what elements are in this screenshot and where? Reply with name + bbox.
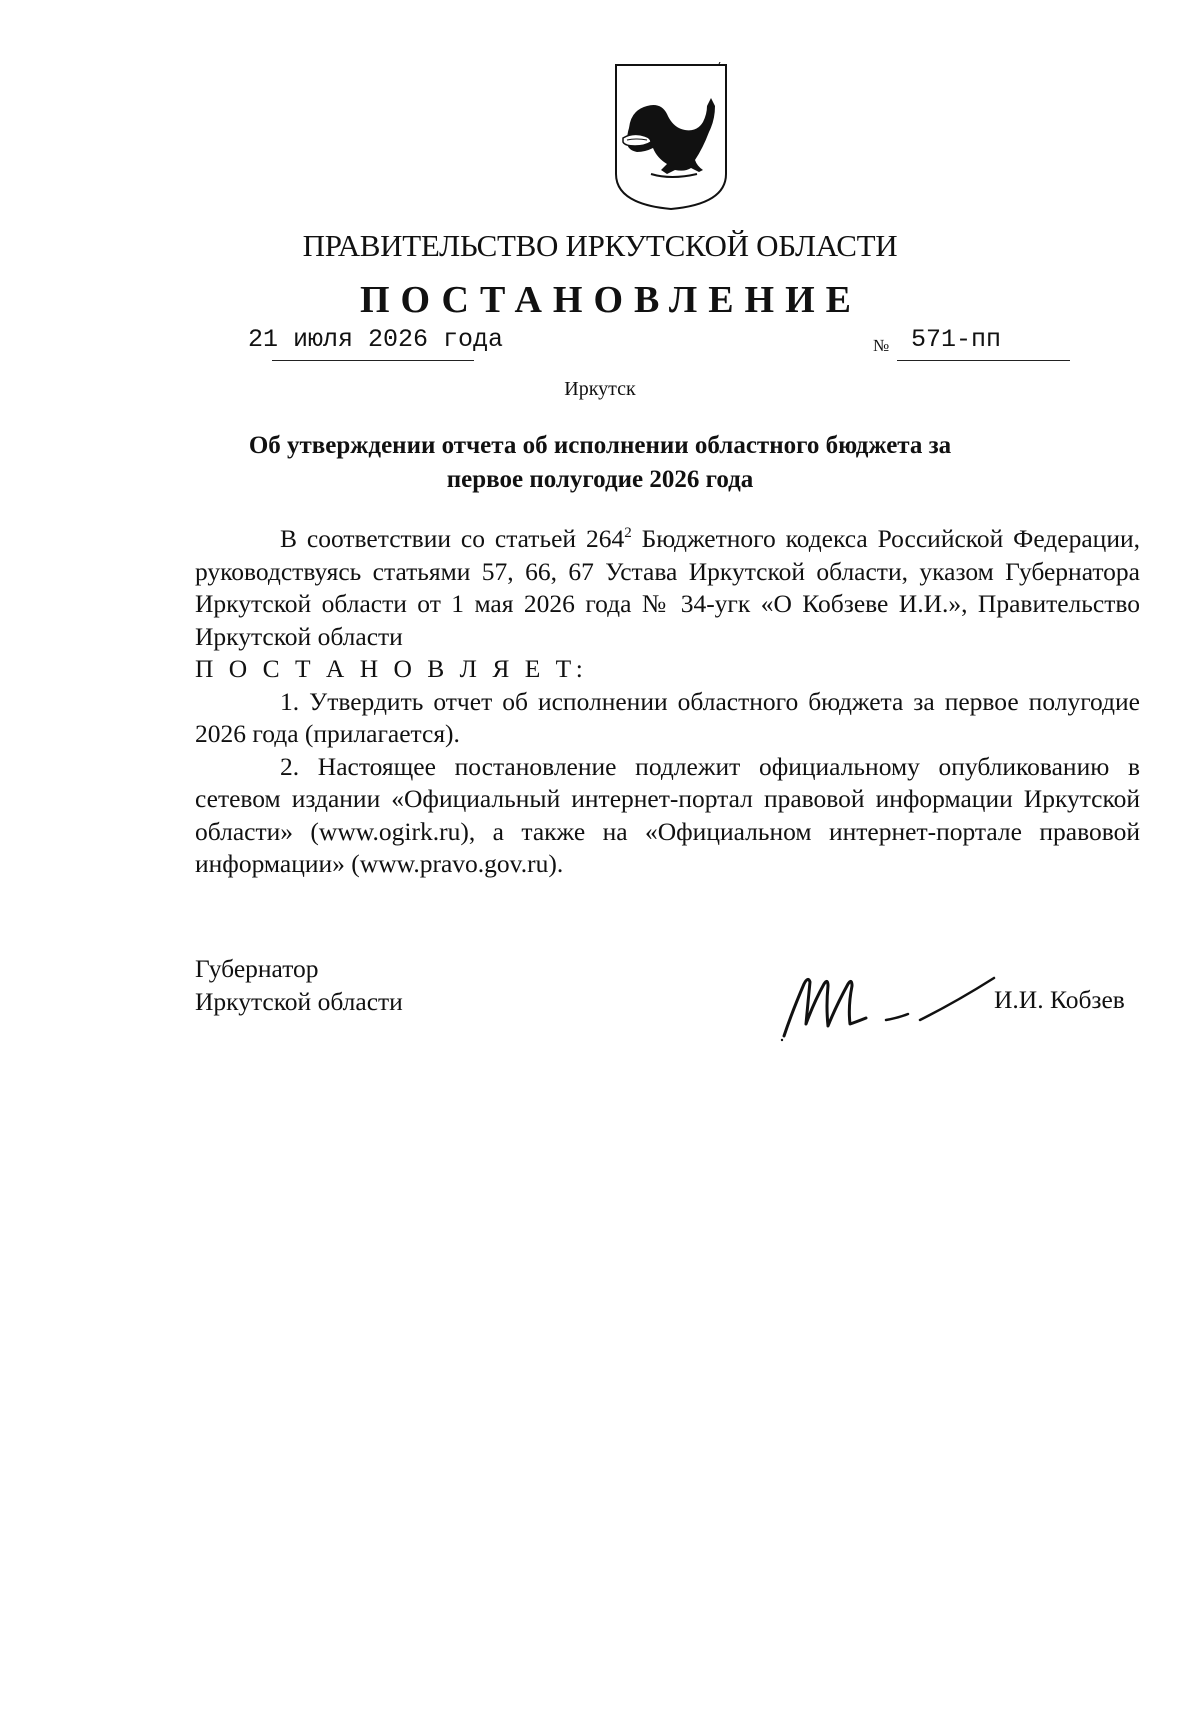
document-subject [190, 429, 1010, 497]
document-body [195, 523, 1140, 881]
document-city: Иркутск [564, 378, 636, 400]
government-title: ПРАВИТЕЛЬСТВО ИРКУТСКОЙ ОБЛАСТИ [302, 228, 898, 263]
date-underline [272, 360, 474, 361]
decree-item-2: 2. Настоящее постановление подлежит официальному опубликованию в сетевом издании «Официальный интернет-портал правовой информации Иркутской области» (www.ogirk.ru), а также на «Официальном интернет-портале правовой информации» (www.pravo.gov.ru). [195, 751, 1140, 878]
document-date: 21 июля 2026 года [248, 325, 504, 354]
subject-line-1: Об утверждении отчета об исполнении областного бюджета за [248, 432, 952, 459]
signatory-name: И.И. Кобзев [994, 985, 1125, 1014]
number-underline [897, 360, 1070, 361]
decree-item-1: 1. Утвердить отчет об исполнении областного бюджета за первое полугодие 2026 года (прилагается). [195, 686, 1140, 748]
preamble-text-start: В соответствии со статьей 264 [280, 524, 625, 553]
signatory-role-line-1: Губернатор [195, 954, 319, 983]
signatory-role-line-2: Иркутской области [195, 987, 403, 1016]
handwritten-signature-icon [778, 962, 1003, 1042]
decree-word: П О С Т А Н О В Л Я Е Т: [195, 654, 588, 683]
preamble-text-end: Бюджетного кодекса Российской Федерации, руководствуясь статьями 57, 66, 67 Устава Иркутской области, указом Губернатора Иркутской области от 1 мая 2026 года № 34-угк «О Кобзеве И.И.», Правительство Иркутской области [195, 524, 1140, 651]
document-type-title: ПОСТАНОВЛЕНИЕ [359, 279, 863, 321]
signatory-role [195, 952, 403, 1018]
irkutsk-coat-of-arms-icon [611, 62, 731, 212]
number-sign: № [873, 336, 890, 355]
subject-line-2: первое полугодие 2026 года [446, 466, 754, 493]
article-superscript: 2 [624, 525, 632, 541]
preamble-paragraph [195, 523, 1140, 653]
document-number: 571-пп [911, 325, 1002, 354]
